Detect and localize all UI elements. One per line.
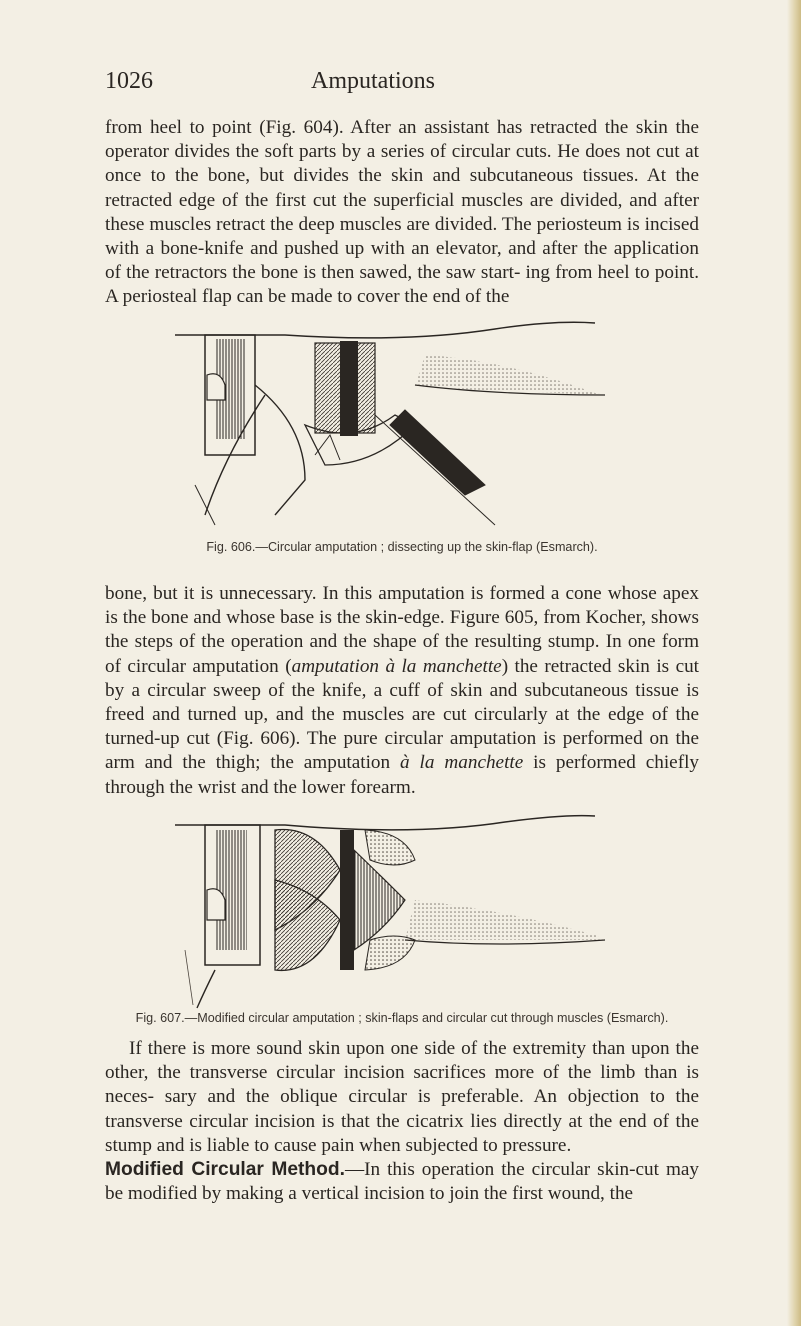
paragraph-3-text-b: —In this operation the circular skin-cut may be modified by making a vertical incision to join the first wound, the <box>105 1159 699 1205</box>
page-number: 1026 <box>105 68 153 94</box>
page-edge <box>787 0 801 1326</box>
paragraph-2-italic-term-1: amputation à la manchette <box>291 655 502 677</box>
paragraph-2-text-c: is performed chiefly through the wrist and the lower forearm. <box>105 752 700 798</box>
paragraph-2-text-a: bone, but it is unnecessary. In this amputation is formed a cone whose apex is the bone and whose base is the skin-edge. Figure 605, from Kocher, shows the steps of the operation and the shape of the resulting stump. In one form of circular amputation ( <box>105 583 699 677</box>
figure-607-illustration <box>165 810 615 1010</box>
figure-606-caption: Fig. 606.—Circular amputation ; dissecting up the skin-flap (Esmarch). <box>206 540 598 554</box>
paragraph-3-text-a: If there is more sound skin upon one side of the extremity than upon the other, the transverse circular incision sacrifices more of the limb than is neces- sary and the oblique circular is preferable. An objection to the transverse circular incision is that the cicatrix lies directly at the end of the stump and is liable to cause pain when subjected to pressure. <box>105 1038 699 1156</box>
paragraph-1: from heel to point (Fig. 604). After an assistant has retracted the skin the operator divides the soft parts by a series of circular cuts. He does not cut at once to the bone, but divides the skin and subcutaneous tissues. At the retracted edge of the first cut the superficial muscles are divided, and after these muscles retract the deep muscles are divided. The periosteum is incised with a bone-knife and pushed up with an elevator, and after the application of the retractors the bone is then sawed, the saw start- ing from heel to point. A periosteal flap can be made to cover the end of the <box>105 117 699 308</box>
page-header <box>105 66 695 96</box>
paragraph-3 <box>105 1037 699 1206</box>
figure-607-caption: Fig. 607.—Modified circular amputation ; skin-flaps and circular cut through muscles (Esmarch). <box>135 1011 669 1025</box>
paragraph-2-text-b: ) the retracted skin is cut by a circular sweep of the knife, a cuff of skin and subcutaneous tissue is freed and turned up, and the muscles are cut circularly at the edge of the turned-up cut (Fig. 606). The pure circular amputation is performed on the arm and the thigh; the amputation <box>105 655 700 774</box>
figure-606-illustration <box>165 315 615 537</box>
running-title: Amputations <box>311 68 435 94</box>
paragraph-2-italic-term-2: à la manchette <box>400 752 524 774</box>
paragraph-2 <box>105 582 699 800</box>
section-heading-modified-circular: Modified Circular Method. <box>105 1159 345 1181</box>
